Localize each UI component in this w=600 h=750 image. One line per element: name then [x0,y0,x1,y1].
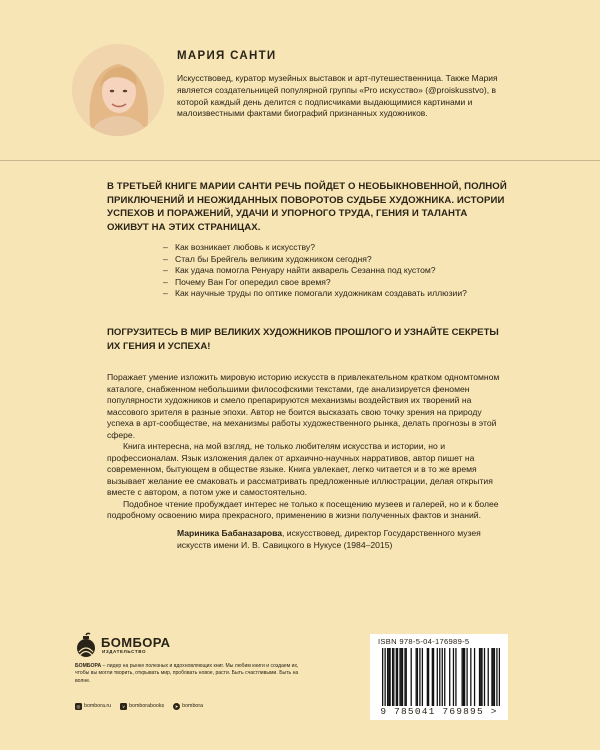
review-signature [177,528,507,551]
isbn-label: ISBN 978-5-04-176989-5 [378,637,470,646]
social-label: bombora [182,703,204,709]
barcode-bar [493,648,494,706]
review-text [107,372,507,522]
barcode-bar [464,648,465,706]
review-paragraph: Подобное чтение пробуждает интерес не только к посещению музеев и галерей, но и к более подробному освоению мира прекрасного, применению в жизни полученных фактов и знаний. [107,498,499,520]
barcode-bar [411,648,412,706]
social-link[interactable] [75,702,111,711]
question-text: Стал бы Брейгель великим художником сегодня? [175,253,372,264]
barcode-bar [393,648,394,706]
barcode-bar [432,648,433,706]
barcode-bar [442,648,443,706]
publisher-tagline: – лидер на рынке полезных и вдохновляющих книг. Мы любим книги и создаем их, чтобы вы могли творить, открывать мир, пробовать новое, расти. Быть счастливыми. Быть на волне. [75,663,299,684]
barcode-bar [437,648,438,706]
list-item [163,265,503,277]
barcode-bar [388,648,389,706]
barcode-bar [419,648,420,706]
publisher-logo [75,632,175,658]
review-paragraph: Книга интересна, на мой взгляд, не только любителям искусства и истории, но и профессионалам. Язык изложения далек от архаично-научных нарративов, автор пишет на современном, бытующем в обществе языке. Книга увлекает, легко читается и в то же время вызывает желание ее смаковать и рассматривать предложенные иллюстрации, делая открытия вместе с автором, а потом уже и самостоятельно. [107,441,493,497]
questions-list [163,242,503,300]
barcode-bar [389,648,390,706]
reviewer-credentials: , искусствовед, директор Государственного музея искусств имени И. В. Савицкого в Нукусе (1984–2015) [177,528,481,550]
list-item [163,254,503,266]
bomb-logo-icon [75,632,97,658]
barcode-bar [499,648,500,706]
telegram-icon: ➤ [174,704,179,709]
barcode-bar [491,648,492,706]
ean-number: 9 785041 769895 > [380,706,498,717]
barcode-bar [481,648,482,706]
barcode-bar [392,648,393,706]
barcode-bar [402,648,403,706]
bullet-icon: – [163,276,168,287]
list-item [163,288,503,300]
bullet-icon: – [163,288,168,298]
barcode [370,634,508,720]
barcode-bar [384,648,385,706]
barcode-bar [488,648,489,706]
barcode-bar [479,648,480,706]
barcode-bar [401,648,402,706]
barcode-bar [404,648,405,706]
barcode-bar [449,648,450,706]
social-links [75,702,335,711]
barcode-bar [433,648,434,706]
barcode-bar [396,648,397,706]
lead-paragraph: В ТРЕТЬЕЙ КНИГЕ МАРИИ САНТИ РЕЧЬ ПОЙДЕТ О НЕОБЫКНОВЕННОЙ, ПОЛНОЙ ПРИКЛЮЧЕНИЙ И НЕОЖИДАННЫХ ПОВОРОТОВ СУДЬБЕ ХУДОЖНИКА. ИСТОРИИ УСПЕХОВ И ПОРАЖЕНИЙ, УДАЧИ И УПОРНОГО ТРУДА, ГЕНИЯ И ТАЛАНТА ОЖИВУТ НА ЭТИХ СТРАНИЦАХ. [107,181,507,233]
social-link[interactable] [120,702,164,711]
publisher-name: БОМБОРА [101,635,171,650]
barcode-bar [399,648,400,706]
instagram-icon: ◎ [76,704,81,709]
barcode-bar [397,648,398,706]
question-text: Как возникает любовь к искусству? [175,242,315,252]
barcode-bar [455,648,456,706]
barcode-bar [417,648,418,706]
bullet-icon: – [163,253,168,264]
publisher-subtitle: ИЗДАТЕЛЬСТВО [102,649,147,654]
barcode-bar [466,648,467,706]
bullet-icon: – [163,265,168,275]
barcode-bar [484,648,485,706]
author-photo [72,44,164,136]
barcode-bar [494,648,495,706]
question-text: Как удача помогла Ренуару найти акварель Сезанна под кустом? [175,265,436,275]
list-item [163,242,503,254]
barcode-bar [439,648,440,706]
barcode-bar [470,648,471,706]
question-text: Почему Ван Гог опередил свое время? [175,276,331,287]
social-label: bombora.ru [84,703,112,709]
barcode-bar [416,648,417,706]
barcode-bar [474,648,475,706]
barcode-bar [480,648,481,706]
barcode-bar [427,648,428,706]
barcode-bar [444,648,445,706]
bullet-icon: – [163,242,168,252]
call-to-action: ПОГРУЗИТЕСЬ В МИР ВЕЛИКИХ ХУДОЖНИКОВ ПРОШЛОГО И УЗНАЙТЕ СЕКРЕТЫ ИХ ГЕНИЯ И УСПЕХА! [107,327,499,352]
barcode-bar [463,648,464,706]
social-label: bomborabooks [129,703,165,709]
reviewer-name: Мариника Бабаназарова [177,528,283,538]
author-bio: Искусствовед, куратор музейных выставок и арт-путешественница. Также Мария является создательницей популярной группы «Pro искусство» (@proiskusstvo), в которой каждый день делится с подписчиками выдающимися картинами и малоизвестными фактами биографий признанных художников. [177,73,498,119]
publisher-brand: БОМБОРА [75,663,102,669]
author-name: МАРИЯ САНТИ [177,50,277,62]
barcode-bar [422,648,423,706]
list-item [163,277,503,289]
barcode-bar [382,648,383,706]
barcode-bars [382,648,500,706]
social-link[interactable] [173,702,203,711]
question-text: Как научные труды по оптике помогали художникам создавать иллюзии? [175,288,467,298]
barcode-bar [496,648,497,706]
barcode-bar [387,648,388,706]
review-paragraph: Поражает умение изложить мировую историю искусств в привлекательном кратком одномтомном каталоге, снабженном небольшими философскими текстами, где анализируется феномен популярности художников и смело препарируются механизмы воздействия их творений на массового зрителя в разные эпохи. Автор не боится высказать свою точку зрения на природу успеха в арт-сообществе, на механизмы работы художественного рынка, делать прогнозы в этой сфере. [107,372,500,440]
barcode-bar [461,648,462,706]
barcode-bar [406,648,407,706]
vk-icon: v [120,703,127,710]
divider [0,160,600,161]
barcode-bar [453,648,454,706]
publisher-description [75,663,305,685]
barcode-bar [428,648,429,706]
